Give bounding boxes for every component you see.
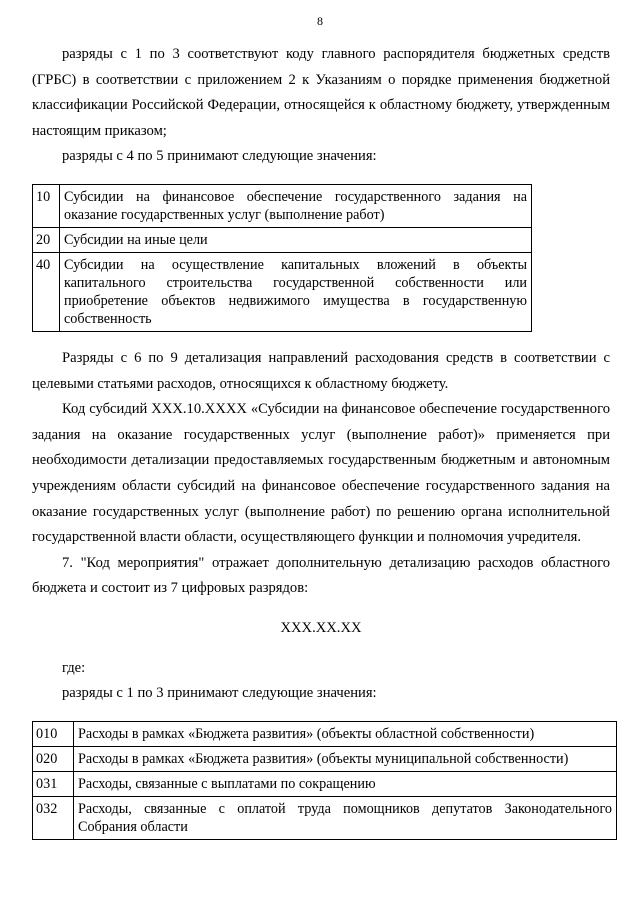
table-row [33,796,617,839]
row-code: 20 [33,227,60,252]
row-description: Субсидии на финансовое обеспечение государственного задания на оказание государственных услуг (выполнение работ) [60,184,532,227]
row-code: 031 [33,771,74,796]
row-code: 010 [33,721,74,746]
row-code: 032 [33,796,74,839]
table-row [33,771,617,796]
row-description: Расходы, связанные с оплатой труда помощников депутатов Законодательного Собрания области [74,796,617,839]
document-body [32,42,610,840]
paragraph-where: где: [62,659,86,676]
paragraph-event-code: 7. "Код мероприятия" отражает дополнительную детализацию расходов областного бюджета и состоит из 7 цифровых разрядов: [32,554,610,597]
event-codes-table [32,721,617,840]
paragraph-subsidy-code: Код субсидий XXX.10.XXXX «Субсидии на финансовое обеспечение государственного задания на оказание государственных услуг (выполнение работ)» применяется при необходимости детализации предоставляемых государственным бюджетным и автономным учреждениям области субсидий на финансовое обеспечение государственного задания на оказание государственных услуг (выполнение работ) по решению органа исполнительной государственной власти области, осуществляющего функции и полномочия учредителя. [32,401,610,546]
paragraph-grbs: разряды с 1 по 3 соответствуют коду главного распорядителя бюджетных средств (ГРБС) в соответствии с приложением 2 к Указаниям о порядке применения бюджетной классификации Российской Федерации, относящейся к областному бюджету, утвержденным настоящим приказом; [32,46,610,139]
table-row [33,721,617,746]
row-description: Субсидии на иные цели [60,227,532,252]
paragraph-digits-4-5: разряды с 4 по 5 принимают следующие значения: [62,148,377,165]
row-code: 40 [33,252,60,331]
table-row [33,227,532,252]
code-format: XXX.XX.XX [280,619,362,636]
row-description: Расходы в рамках «Бюджета развития» (объекты областной собственности) [74,721,617,746]
paragraph-digits-6-9: Разряды с 6 по 9 детализация направлений расходования средств в соответствии с целевыми статьями расходов, относящихся к областному бюджету. [32,349,610,392]
table-row [33,184,532,227]
paragraph-digits-1-3: разряды с 1 по 3 принимают следующие значения: [62,685,377,702]
row-description: Расходы, связанные с выплатами по сокращению [74,771,617,796]
table-row [33,252,532,331]
table-row [33,746,617,771]
page-number: 8 [317,14,323,28]
row-code: 020 [33,746,74,771]
subsidy-codes-table [32,184,532,332]
row-description: Расходы в рамках «Бюджета развития» (объекты муниципальной собственности) [74,746,617,771]
row-description: Субсидии на осуществление капитальных вложений в объекты капитального строительства государственной собственности или приобретение объектов недвижимого имущества в государственную собственность [60,252,532,331]
row-code: 10 [33,184,60,227]
